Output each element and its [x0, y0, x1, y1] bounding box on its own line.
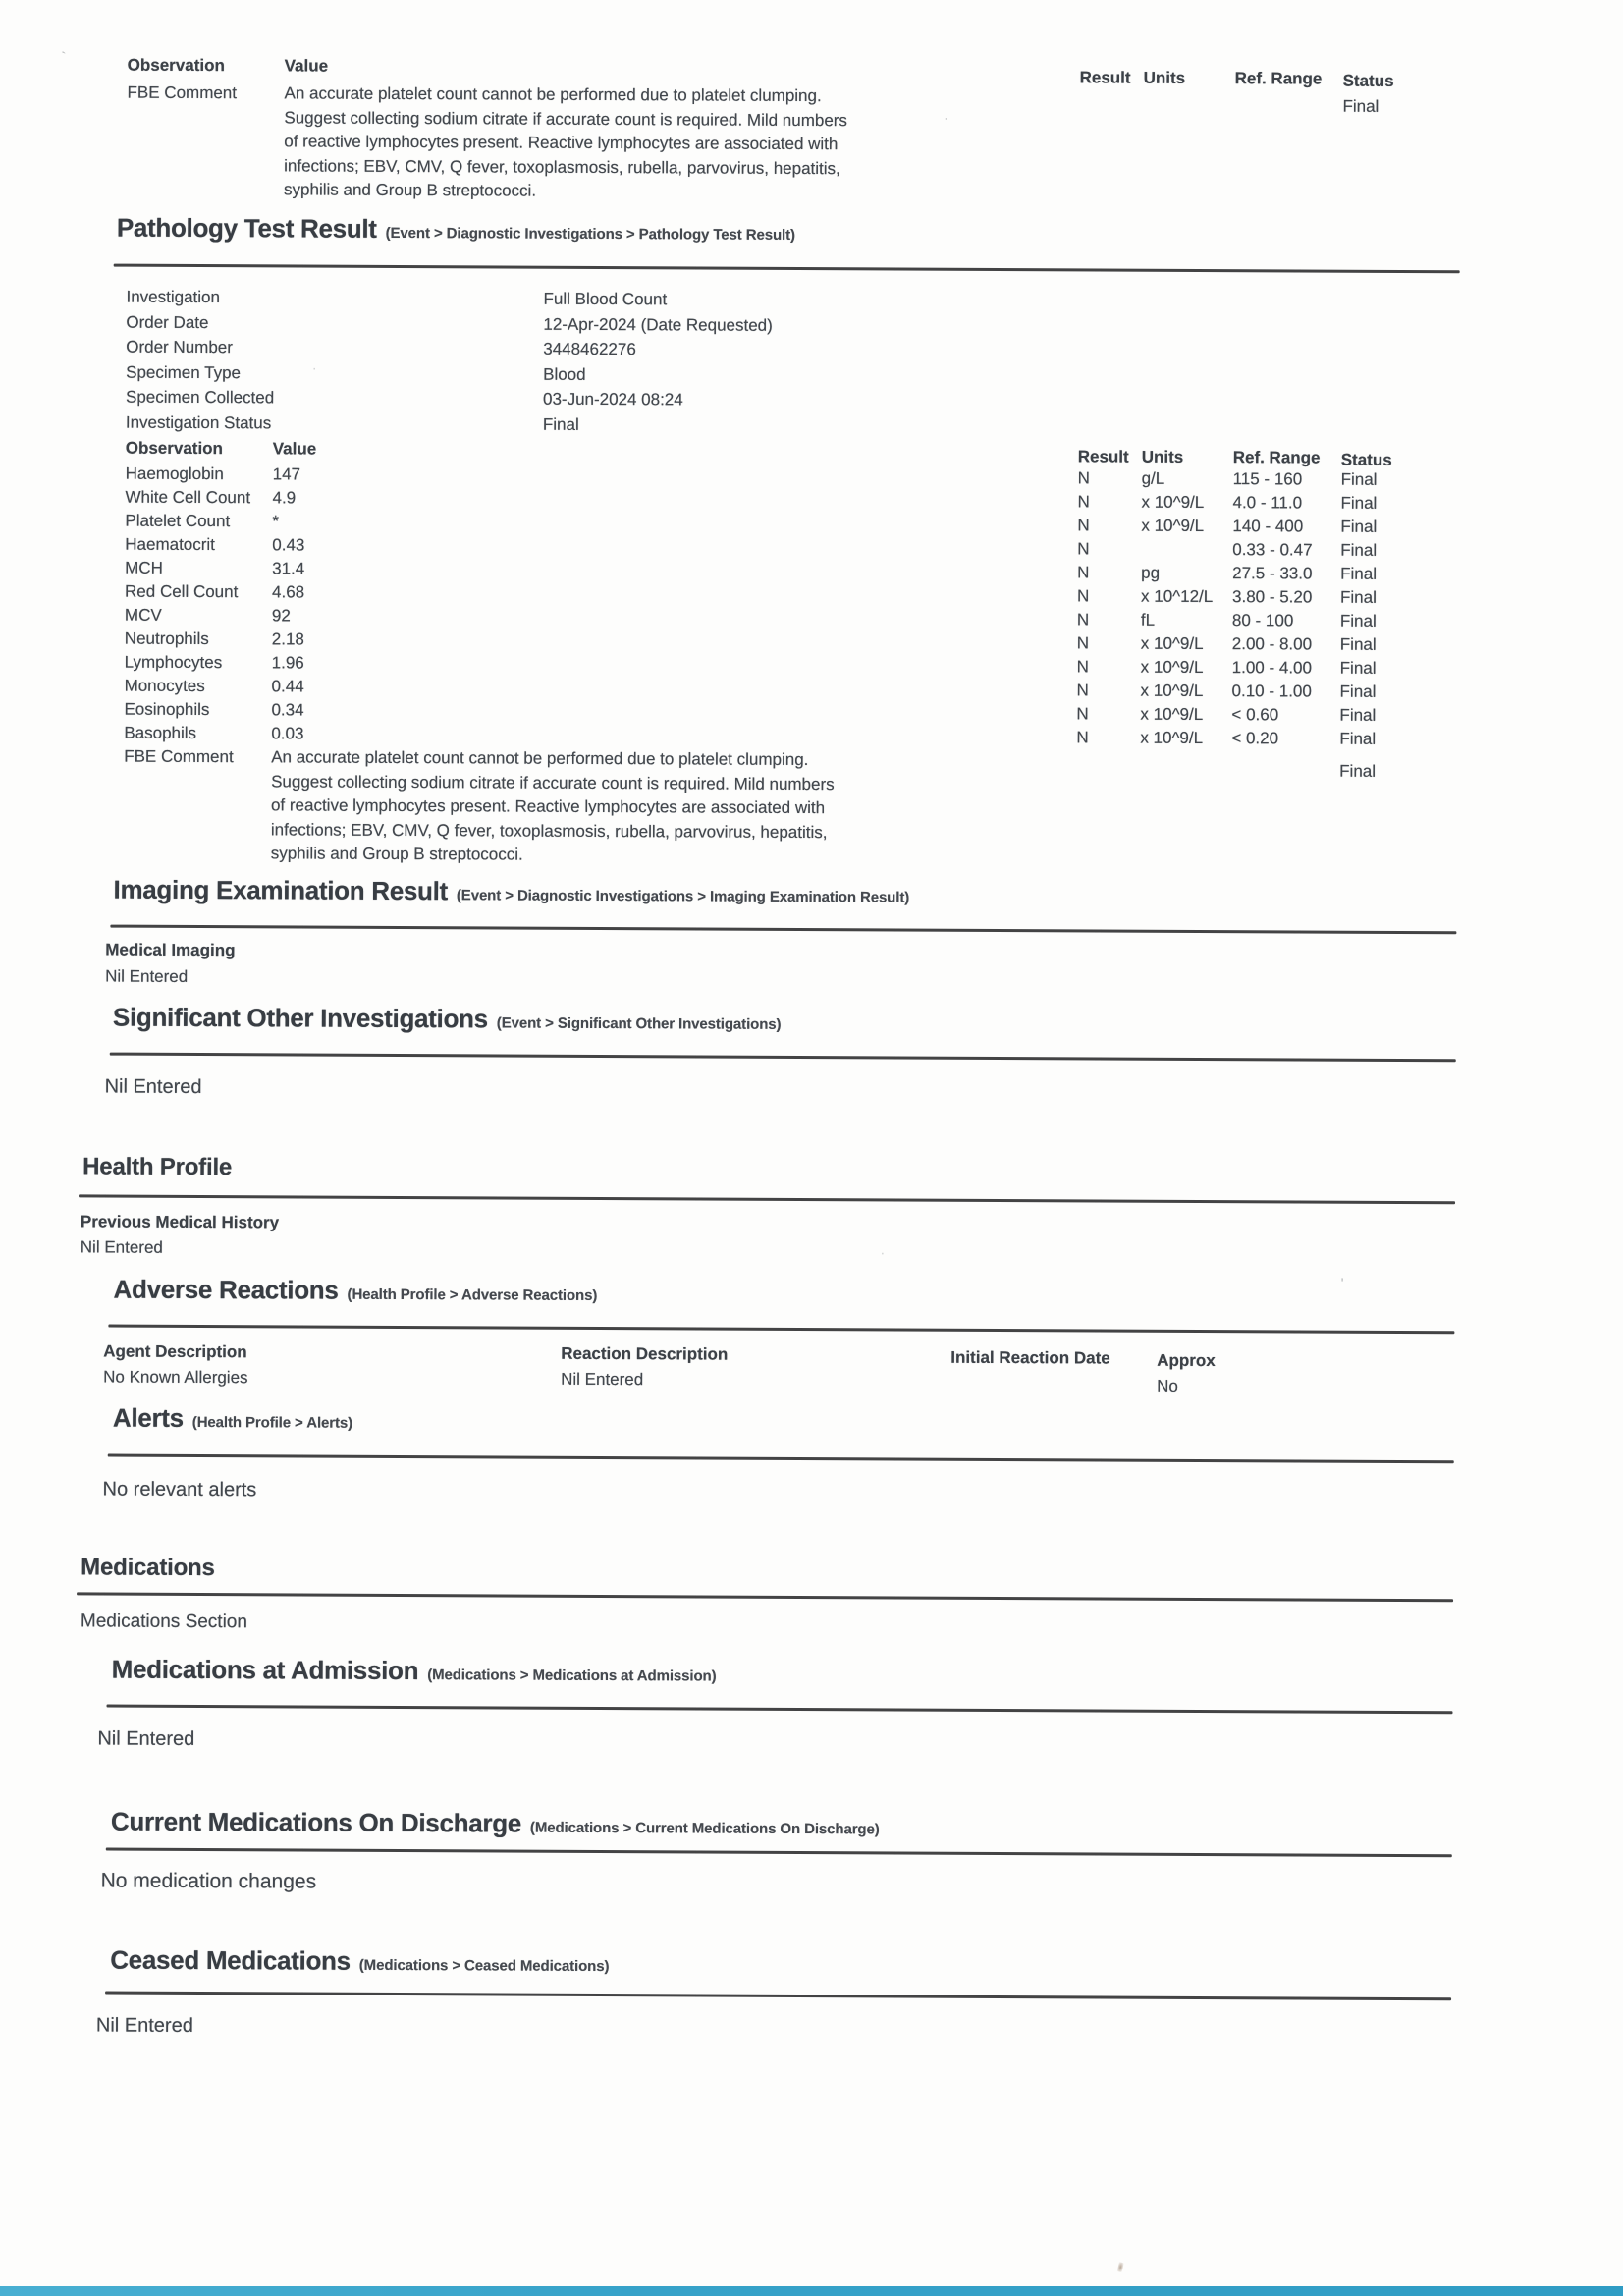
units-cell: x 10^9/L [1141, 516, 1205, 535]
units-column-header: Units [1143, 68, 1186, 87]
result-cell: N [1076, 728, 1089, 747]
breadcrumb-leaf: Significant Other Investigations) [557, 1014, 782, 1033]
status-cell: Final [1339, 587, 1377, 607]
section-title: Imaging Examination Result [113, 874, 449, 906]
status-column-header: Status [1340, 450, 1392, 469]
result-cell: N [1076, 610, 1090, 629]
value-cell: 0.03 [271, 724, 304, 743]
field-label: Investigation [126, 287, 221, 307]
status-cell: Final [1339, 611, 1377, 630]
ref-range-cell: 80 - 100 [1231, 611, 1294, 630]
value-column-header: Value [272, 439, 317, 459]
ref-range-cell: 140 - 400 [1232, 517, 1304, 536]
nil-entered-value: Nil Entered [80, 1237, 163, 1257]
result-cell: N [1076, 657, 1090, 677]
subsection-title: Current Medications On Discharge [110, 1806, 522, 1838]
value-column-header: Value [284, 56, 329, 76]
value-cell: 2.18 [271, 629, 304, 649]
status-cell: Final [1340, 517, 1378, 536]
field-label: Specimen Type [126, 362, 242, 382]
ref-range-cell: 4.0 - 11.0 [1232, 493, 1303, 513]
no-relevant-alerts-value: No relevant alerts [102, 1478, 257, 1502]
ref-range-cell: 0.33 - 0.47 [1232, 540, 1313, 560]
result-cell: N [1076, 681, 1089, 700]
value-cell: 0.43 [272, 535, 305, 555]
section-title: Health Profile [82, 1153, 233, 1181]
units-cell: x 10^12/L [1141, 586, 1214, 607]
result-cell: N [1077, 468, 1090, 488]
value-cell: * [272, 512, 280, 531]
field-label: Order Number [126, 337, 233, 357]
nil-entered-value: Nil Entered [105, 966, 189, 986]
observation-cell: Basophils [124, 723, 197, 742]
observation-cell: White Cell Count [125, 487, 251, 508]
initial-reaction-date-header: Initial Reaction Date [950, 1347, 1110, 1368]
result-cell: N [1077, 539, 1090, 559]
observation-cell: Monocytes [124, 676, 205, 696]
bottom-scan-edge [0, 2286, 1623, 2296]
section-divider [106, 1848, 1452, 1858]
nil-entered-value: Nil Entered [104, 1075, 202, 1099]
observation-cell: Red Cell Count [125, 581, 239, 602]
breadcrumb [427, 1667, 716, 1684]
scan-speck: . [880, 1241, 886, 1259]
breadcrumb [359, 1957, 610, 1975]
ref-range-cell: 3.80 - 5.20 [1231, 587, 1313, 607]
breadcrumb [386, 225, 795, 244]
observation-cell: Eosinophils [124, 699, 210, 720]
value-cell: 31.4 [272, 559, 305, 578]
previous-medical-history-label: Previous Medical History [80, 1212, 280, 1232]
value-cell: 4.68 [272, 582, 305, 602]
reaction-description-header: Reaction Description [561, 1343, 729, 1364]
units-cell: x 10^9/L [1140, 728, 1204, 747]
breadcrumb-leaf: Alerts) [306, 1414, 353, 1432]
breadcrumb [530, 1820, 880, 1838]
observation-cell: Lymphocytes [124, 652, 223, 673]
scan-speck: ' [1340, 1275, 1344, 1292]
ref-range-cell: 1.00 - 4.00 [1231, 658, 1313, 678]
pathology-results-table [124, 465, 1543, 766]
approx-value: No [1157, 1376, 1178, 1395]
breadcrumb-prefix: (Event > Diagnostic Investigations > [456, 887, 711, 905]
ref-range-column-header: Ref. Range [1234, 69, 1323, 88]
agent-description-value: No Known Allergies [103, 1367, 248, 1388]
pathology-test-result-section [0, 0, 1623, 864]
agent-description-header: Agent Description [103, 1341, 247, 1362]
breadcrumb-prefix: (Medications > [358, 1956, 465, 1975]
section-divider [108, 1325, 1454, 1335]
ref-range-cell: 27.5 - 33.0 [1232, 564, 1313, 583]
status-column-header: Status [1342, 71, 1394, 90]
fbe-comment-label: FBE Comment [124, 746, 234, 767]
scan-speck: . [312, 356, 317, 374]
field-value: Blood [543, 364, 586, 384]
field-value: 3448462276 [543, 339, 636, 359]
ref-range-cell: 0.10 - 1.00 [1231, 682, 1312, 701]
breadcrumb-leaf: Ceased Medications) [464, 1957, 610, 1976]
value-cell: 0.34 [271, 700, 304, 720]
section-divider [114, 264, 1460, 274]
breadcrumb-leaf: Medications at Admission) [532, 1667, 717, 1685]
section-divider [110, 925, 1456, 935]
observation-cell: Platelet Count [125, 511, 231, 531]
status-cell: Final [1339, 658, 1377, 678]
observation-cell: MCH [125, 558, 163, 577]
breadcrumb [497, 1014, 782, 1032]
result-cell: N [1076, 633, 1090, 653]
fbe-comment-text: An accurate platelet count cannot be performed due to platelet clumping. Suggest collecting sodium citrate if accurate count is required. Mild numbers of reactive lymphocytes present. Reactive lymphocytes are associated with infections; EBV, CMV, Q fever, toxoplasmosis, rubella, parvovirus, hepatitis, syphilis and Group B streptococci. [270, 747, 835, 864]
section-title: Medications [81, 1554, 215, 1582]
continuation-table [0, 0, 1623, 201]
section-title: Pathology Test Result [116, 212, 377, 244]
observation-cell: Haematocrit [125, 534, 215, 555]
field-value: Final [542, 414, 579, 434]
field-label: Specimen Collected [125, 387, 275, 408]
scan-speck: ` [60, 48, 70, 67]
value-cell: 1.96 [271, 653, 304, 673]
breadcrumb-leaf: Imaging Examination Result) [709, 888, 910, 906]
observation-cell: Haemoglobin [125, 464, 224, 484]
breadcrumb-prefix: (Medications > [427, 1667, 533, 1684]
result-cell: N [1077, 563, 1090, 582]
observation-cell: MCV [124, 605, 162, 625]
result-column-header: Result [1079, 68, 1131, 87]
no-medication-changes-value: No medication changes [100, 1869, 317, 1893]
subsection-title: Ceased Medications [110, 1944, 351, 1976]
units-column-header: Units [1141, 447, 1184, 466]
breadcrumb-prefix: (Event > Diagnostic Investigations > [385, 224, 639, 244]
breadcrumb [192, 1414, 352, 1432]
status-cell: Final [1339, 705, 1377, 725]
result-cell: N [1077, 492, 1090, 512]
field-label: Investigation Status [125, 412, 272, 432]
medical-imaging-label: Medical Imaging [105, 940, 236, 960]
status-cell: Final [1339, 634, 1377, 654]
subsection-title: Medications at Admission [111, 1654, 419, 1686]
reaction-description-value: Nil Entered [561, 1369, 644, 1390]
value-cell: 92 [271, 606, 291, 626]
ref-range-cell: 115 - 160 [1232, 469, 1303, 489]
section-divider [108, 1454, 1454, 1464]
breadcrumb-prefix: (Health Profile > [347, 1285, 462, 1304]
breadcrumb-prefix: (Medications > [529, 1819, 636, 1837]
status-cell: Final [1339, 729, 1377, 748]
breadcrumb-prefix: (Event > [496, 1014, 558, 1032]
scan-smudge [1117, 2262, 1124, 2272]
breadcrumb-leaf: Pathology Test Result) [638, 226, 795, 244]
field-label: Order Date [126, 312, 209, 332]
result-cell: N [1077, 516, 1090, 535]
observation-cell: Neutrophils [124, 629, 209, 649]
value-cell: 0.44 [271, 677, 304, 696]
units-cell: x 10^9/L [1140, 704, 1204, 724]
field-value: Full Blood Count [543, 289, 668, 309]
section-divider [77, 1592, 1453, 1602]
section-divider [110, 1053, 1456, 1063]
units-cell: x 10^9/L [1140, 633, 1204, 653]
field-value: 12-Apr-2024 (Date Requested) [543, 314, 773, 335]
breadcrumb [348, 1286, 598, 1304]
status-cell: Final [1340, 493, 1378, 513]
section-divider [79, 1194, 1455, 1204]
status-cell: Final [1340, 540, 1378, 560]
status-value: Final [1342, 96, 1380, 116]
approx-header: Approx [1157, 1350, 1216, 1371]
units-cell: x 10^9/L [1140, 681, 1204, 700]
units-cell: x 10^9/L [1140, 657, 1204, 677]
ref-range-cell: < 0.60 [1231, 705, 1279, 725]
section-divider [105, 1992, 1451, 2001]
section-title: Significant Other Investigations [112, 1002, 488, 1034]
section-divider [107, 1705, 1453, 1715]
ref-range-cell: < 0.20 [1231, 729, 1279, 748]
field-value: 03-Jun-2024 08:24 [542, 389, 683, 410]
units-cell: x 10^9/L [1141, 492, 1205, 512]
fbe-comment-text: An accurate platelet count cannot be performed due to platelet clumping. Suggest collecting sodium citrate if accurate count is required. Mild numbers of reactive lymphocytes present. Reactive lymphocytes are associated with infections; EBV, CMV, Q fever, toxoplasmosis, rubella, parvovirus, hepatitis, syphilis and Group B streptococci. [284, 83, 848, 201]
section-title: Alerts [112, 1402, 184, 1433]
fbe-comment-label: FBE Comment [127, 82, 238, 103]
units-cell: g/L [1141, 468, 1165, 488]
breadcrumb-prefix: (Health Profile > [191, 1413, 307, 1432]
observation-column-header: Observation [125, 438, 224, 459]
value-cell: 4.9 [272, 488, 297, 508]
status-cell: Final [1339, 682, 1377, 701]
ref-range-cell: 2.00 - 8.00 [1231, 634, 1313, 654]
result-column-header: Result [1077, 447, 1129, 466]
breadcrumb-leaf: Current Medications On Discharge) [635, 1820, 880, 1838]
units-cell: pg [1141, 563, 1161, 582]
nil-entered-value: Nil Entered [95, 2014, 193, 2037]
result-cell: N [1077, 586, 1090, 606]
section-title: Adverse Reactions [113, 1274, 339, 1305]
investigation-details [126, 288, 1501, 452]
units-cell: fL [1140, 610, 1156, 629]
observation-column-header: Observation [127, 55, 225, 76]
status-cell: Final [1340, 564, 1378, 583]
breadcrumb-leaf: Adverse Reactions) [460, 1286, 598, 1304]
status-value: Final [1339, 761, 1377, 781]
ref-range-column-header: Ref. Range [1232, 448, 1321, 467]
scan-speck: . [944, 106, 948, 124]
breadcrumb [457, 887, 909, 905]
value-cell: 147 [272, 465, 301, 484]
nil-entered-value: Nil Entered [97, 1727, 195, 1750]
medications-section-label: Medications Section [80, 1611, 248, 1633]
result-cell: N [1076, 704, 1089, 724]
status-cell: Final [1340, 469, 1378, 489]
